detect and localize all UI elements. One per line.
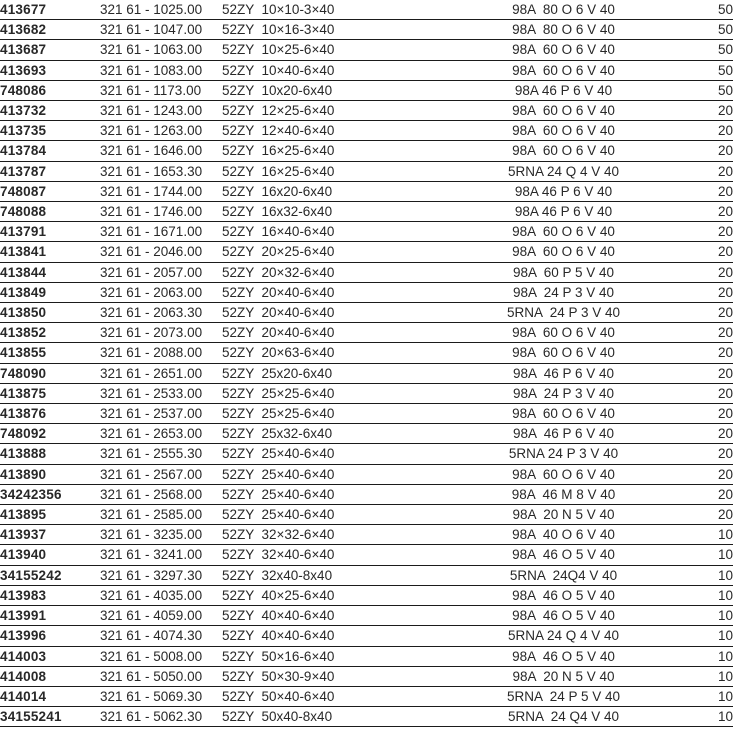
item-no-cell: 413735	[0, 121, 100, 141]
item-no-cell: 413849	[0, 282, 100, 302]
qty-cell: 50	[687, 0, 733, 20]
item-no-cell: 34155241	[0, 707, 100, 727]
qty-cell: 50	[687, 80, 733, 100]
table-row	[0, 525, 733, 545]
spec-cell: 98A 60 O 6 V 40	[440, 60, 687, 80]
item-no-cell: 413875	[0, 383, 100, 403]
description-cell: 52ZY 20×40-6×40	[222, 282, 440, 302]
item-no-cell: 34242356	[0, 484, 100, 504]
part-no-cell: 321 61 - 5008.00	[100, 646, 222, 666]
table-row	[0, 383, 733, 403]
table-row	[0, 161, 733, 181]
table-row	[0, 464, 733, 484]
description-cell: 52ZY 50×30-9×40	[222, 666, 440, 686]
description-cell: 52ZY 25x32-6x40	[222, 424, 440, 444]
qty-cell: 20	[687, 141, 733, 161]
table-row	[0, 646, 733, 666]
description-cell: 52ZY 25x20-6x40	[222, 363, 440, 383]
description-cell: 52ZY 10×10-3×40	[222, 0, 440, 20]
spec-cell: 98A 80 O 6 V 40	[440, 0, 687, 20]
part-no-cell: 321 61 - 2567.00	[100, 464, 222, 484]
qty-cell: 50	[687, 40, 733, 60]
part-no-cell: 321 61 - 4059.00	[100, 606, 222, 626]
part-no-cell: 321 61 - 2046.00	[100, 242, 222, 262]
description-cell: 52ZY 10x20-6x40	[222, 80, 440, 100]
qty-cell: 20	[687, 363, 733, 383]
item-no-cell: 413791	[0, 222, 100, 242]
qty-cell: 20	[687, 181, 733, 201]
description-cell: 52ZY 50x40-8x40	[222, 707, 440, 727]
part-no-cell: 321 61 - 5050.00	[100, 666, 222, 686]
table-row	[0, 222, 733, 242]
spec-cell: 98A 46 P 6 V 40	[440, 181, 687, 201]
qty-cell: 10	[687, 686, 733, 706]
qty-cell: 50	[687, 60, 733, 80]
qty-cell: 20	[687, 262, 733, 282]
description-cell: 52ZY 25×40-6×40	[222, 505, 440, 525]
item-no-cell: 413940	[0, 545, 100, 565]
qty-cell: 20	[687, 101, 733, 121]
description-cell: 52ZY 16×25-6×40	[222, 161, 440, 181]
description-cell: 52ZY 10×40-6×40	[222, 60, 440, 80]
description-cell: 52ZY 20×25-6×40	[222, 242, 440, 262]
part-no-cell: 321 61 - 1047.00	[100, 20, 222, 40]
part-no-cell: 321 61 - 2063.30	[100, 303, 222, 323]
description-cell: 52ZY 40×40-6×40	[222, 606, 440, 626]
description-cell: 52ZY 40×25-6×40	[222, 585, 440, 605]
description-cell: 52ZY 16x20-6x40	[222, 181, 440, 201]
qty-cell: 10	[687, 606, 733, 626]
qty-cell: 10	[687, 565, 733, 585]
qty-cell: 50	[687, 20, 733, 40]
qty-cell: 20	[687, 444, 733, 464]
item-no-cell: 413852	[0, 323, 100, 343]
spec-cell: 98A 40 O 6 V 40	[440, 525, 687, 545]
table-row	[0, 545, 733, 565]
description-cell: 52ZY 32×40-6×40	[222, 545, 440, 565]
table-row	[0, 282, 733, 302]
item-no-cell: 413784	[0, 141, 100, 161]
table-row	[0, 666, 733, 686]
spec-cell: 5RNA 24Q4 V 40	[440, 565, 687, 585]
item-no-cell: 413991	[0, 606, 100, 626]
description-cell: 52ZY 25×25-6×40	[222, 404, 440, 424]
table-row	[0, 505, 733, 525]
part-no-cell: 321 61 - 1083.00	[100, 60, 222, 80]
item-no-cell: 413855	[0, 343, 100, 363]
description-cell: 52ZY 10×25-6×40	[222, 40, 440, 60]
description-cell: 52ZY 25×25-6×40	[222, 383, 440, 403]
table-row	[0, 444, 733, 464]
item-no-cell: 748086	[0, 80, 100, 100]
qty-cell: 20	[687, 323, 733, 343]
part-no-cell: 321 61 - 2653.00	[100, 424, 222, 444]
spec-cell: 98A 46 P 6 V 40	[440, 202, 687, 222]
spec-cell: 98A 60 O 6 V 40	[440, 121, 687, 141]
item-no-cell: 414003	[0, 646, 100, 666]
description-cell: 52ZY 16×40-6×40	[222, 222, 440, 242]
spec-cell: 98A 20 N 5 V 40	[440, 505, 687, 525]
qty-cell: 20	[687, 424, 733, 444]
item-no-cell: 413996	[0, 626, 100, 646]
part-no-cell: 321 61 - 2533.00	[100, 383, 222, 403]
item-no-cell: 413890	[0, 464, 100, 484]
item-no-cell: 413983	[0, 585, 100, 605]
qty-cell: 10	[687, 545, 733, 565]
description-cell: 52ZY 12×25-6×40	[222, 101, 440, 121]
spec-cell: 98A 60 O 6 V 40	[440, 323, 687, 343]
spec-cell: 98A 46 O 5 V 40	[440, 545, 687, 565]
qty-cell: 10	[687, 626, 733, 646]
spec-cell: 98A 46 P 6 V 40	[440, 80, 687, 100]
description-cell: 52ZY 25×40-6×40	[222, 484, 440, 504]
qty-cell: 20	[687, 343, 733, 363]
part-no-cell: 321 61 - 1243.00	[100, 101, 222, 121]
spec-cell: 98A 46 O 5 V 40	[440, 646, 687, 666]
qty-cell: 20	[687, 282, 733, 302]
table-row	[0, 202, 733, 222]
item-no-cell: 413693	[0, 60, 100, 80]
item-no-cell: 413841	[0, 242, 100, 262]
part-no-cell: 321 61 - 1671.00	[100, 222, 222, 242]
part-no-cell: 321 61 - 1263.00	[100, 121, 222, 141]
item-no-cell: 748088	[0, 202, 100, 222]
spec-cell: 5RNA 24 Q 4 V 40	[440, 626, 687, 646]
spec-cell: 98A 46 O 5 V 40	[440, 585, 687, 605]
table-row	[0, 80, 733, 100]
item-no-cell: 748092	[0, 424, 100, 444]
qty-cell: 10	[687, 525, 733, 545]
description-cell: 52ZY 20×32-6×40	[222, 262, 440, 282]
qty-cell: 20	[687, 464, 733, 484]
qty-cell: 10	[687, 585, 733, 605]
item-no-cell: 413687	[0, 40, 100, 60]
part-no-cell: 321 61 - 1744.00	[100, 181, 222, 201]
spec-cell: 98A 46 P 6 V 40	[440, 363, 687, 383]
part-no-cell: 321 61 - 2568.00	[100, 484, 222, 504]
part-no-cell: 321 61 - 1173.00	[100, 80, 222, 100]
table-row	[0, 343, 733, 363]
table-row	[0, 101, 733, 121]
item-no-cell: 748087	[0, 181, 100, 201]
description-cell: 52ZY 32x40-8x40	[222, 565, 440, 585]
table-row	[0, 585, 733, 605]
spec-cell: 5RNA 24 P 3 V 40	[440, 444, 687, 464]
spec-cell: 98A 60 O 6 V 40	[440, 464, 687, 484]
spec-cell: 98A 24 P 3 V 40	[440, 282, 687, 302]
part-no-cell: 321 61 - 1646.00	[100, 141, 222, 161]
item-no-cell: 748090	[0, 363, 100, 383]
table-row	[0, 303, 733, 323]
table-row	[0, 181, 733, 201]
table-row	[0, 484, 733, 504]
spec-cell: 98A 60 P 5 V 40	[440, 262, 687, 282]
qty-cell: 20	[687, 242, 733, 262]
description-cell: 52ZY 10×16-3×40	[222, 20, 440, 40]
description-cell: 52ZY 16x32-6x40	[222, 202, 440, 222]
description-cell: 52ZY 20×40-6×40	[222, 323, 440, 343]
qty-cell: 10	[687, 666, 733, 686]
spec-cell: 5RNA 24 Q 4 V 40	[440, 161, 687, 181]
spec-cell: 98A 60 O 6 V 40	[440, 40, 687, 60]
part-no-cell: 321 61 - 5069.30	[100, 686, 222, 706]
part-no-cell: 321 61 - 2063.00	[100, 282, 222, 302]
table-row	[0, 323, 733, 343]
qty-cell: 20	[687, 484, 733, 504]
spec-cell: 98A 24 P 3 V 40	[440, 383, 687, 403]
part-no-cell: 321 61 - 1653.30	[100, 161, 222, 181]
table-row	[0, 242, 733, 262]
part-no-cell: 321 61 - 1025.00	[100, 0, 222, 20]
item-no-cell: 413888	[0, 444, 100, 464]
part-no-cell: 321 61 - 3297.30	[100, 565, 222, 585]
spec-cell: 98A 60 O 6 V 40	[440, 101, 687, 121]
spec-cell: 98A 60 O 6 V 40	[440, 242, 687, 262]
description-cell: 52ZY 25×40-6×40	[222, 464, 440, 484]
qty-cell: 20	[687, 121, 733, 141]
item-no-cell: 413677	[0, 0, 100, 20]
part-no-cell: 321 61 - 2651.00	[100, 363, 222, 383]
table-row	[0, 262, 733, 282]
part-no-cell: 321 61 - 2073.00	[100, 323, 222, 343]
part-no-cell: 321 61 - 4074.30	[100, 626, 222, 646]
spec-cell: 5RNA 24 P 5 V 40	[440, 686, 687, 706]
qty-cell: 20	[687, 202, 733, 222]
part-no-cell: 321 61 - 2057.00	[100, 262, 222, 282]
part-no-cell: 321 61 - 2585.00	[100, 505, 222, 525]
description-cell: 52ZY 20×40-6×40	[222, 303, 440, 323]
part-no-cell: 321 61 - 2537.00	[100, 404, 222, 424]
item-no-cell: 34155242	[0, 565, 100, 585]
table-row	[0, 60, 733, 80]
spec-cell: 98A 46 P 6 V 40	[440, 424, 687, 444]
spec-cell: 98A 60 O 6 V 40	[440, 404, 687, 424]
description-cell: 52ZY 25×40-6×40	[222, 444, 440, 464]
item-no-cell: 413682	[0, 20, 100, 40]
spec-cell: 5RNA 24 Q4 V 40	[440, 707, 687, 727]
description-cell: 52ZY 12×40-6×40	[222, 121, 440, 141]
qty-cell: 10	[687, 707, 733, 727]
item-no-cell: 413850	[0, 303, 100, 323]
part-no-cell: 321 61 - 1063.00	[100, 40, 222, 60]
qty-cell: 20	[687, 383, 733, 403]
item-no-cell: 413937	[0, 525, 100, 545]
table-row	[0, 363, 733, 383]
qty-cell: 20	[687, 161, 733, 181]
table-row	[0, 121, 733, 141]
item-no-cell: 414014	[0, 686, 100, 706]
spec-cell: 98A 60 O 6 V 40	[440, 343, 687, 363]
table-row	[0, 0, 733, 20]
part-no-cell: 321 61 - 3235.00	[100, 525, 222, 545]
description-cell: 52ZY 20×63-6×40	[222, 343, 440, 363]
table-row	[0, 565, 733, 585]
table-row	[0, 424, 733, 444]
description-cell: 52ZY 50×16-6×40	[222, 646, 440, 666]
qty-cell: 20	[687, 404, 733, 424]
table-row	[0, 141, 733, 161]
item-no-cell: 413787	[0, 161, 100, 181]
part-no-cell: 321 61 - 3241.00	[100, 545, 222, 565]
spec-cell: 98A 60 O 6 V 40	[440, 222, 687, 242]
part-no-cell: 321 61 - 2555.30	[100, 444, 222, 464]
spec-cell: 98A 60 O 6 V 40	[440, 141, 687, 161]
qty-cell: 10	[687, 646, 733, 666]
description-cell: 52ZY 40×40-6×40	[222, 626, 440, 646]
spec-cell: 98A 20 N 5 V 40	[440, 666, 687, 686]
spec-cell: 98A 46 O 5 V 40	[440, 606, 687, 626]
part-no-cell: 321 61 - 5062.30	[100, 707, 222, 727]
spec-cell: 98A 80 O 6 V 40	[440, 20, 687, 40]
qty-cell: 20	[687, 505, 733, 525]
item-no-cell: 413895	[0, 505, 100, 525]
spec-cell: 98A 46 M 8 V 40	[440, 484, 687, 504]
item-no-cell: 414008	[0, 666, 100, 686]
table-row	[0, 20, 733, 40]
item-no-cell: 413844	[0, 262, 100, 282]
item-no-cell: 413732	[0, 101, 100, 121]
table-row	[0, 686, 733, 706]
part-no-cell: 321 61 - 1746.00	[100, 202, 222, 222]
description-cell: 52ZY 16×25-6×40	[222, 141, 440, 161]
qty-cell: 20	[687, 303, 733, 323]
qty-cell: 20	[687, 222, 733, 242]
table-row	[0, 404, 733, 424]
description-cell: 52ZY 32×32-6×40	[222, 525, 440, 545]
part-no-cell: 321 61 - 2088.00	[100, 343, 222, 363]
description-cell: 52ZY 50×40-6×40	[222, 686, 440, 706]
part-no-cell: 321 61 - 4035.00	[100, 585, 222, 605]
item-no-cell: 413876	[0, 404, 100, 424]
table-row	[0, 40, 733, 60]
table-row	[0, 606, 733, 626]
table-row	[0, 707, 733, 727]
table-row	[0, 626, 733, 646]
spec-cell: 5RNA 24 P 3 V 40	[440, 303, 687, 323]
